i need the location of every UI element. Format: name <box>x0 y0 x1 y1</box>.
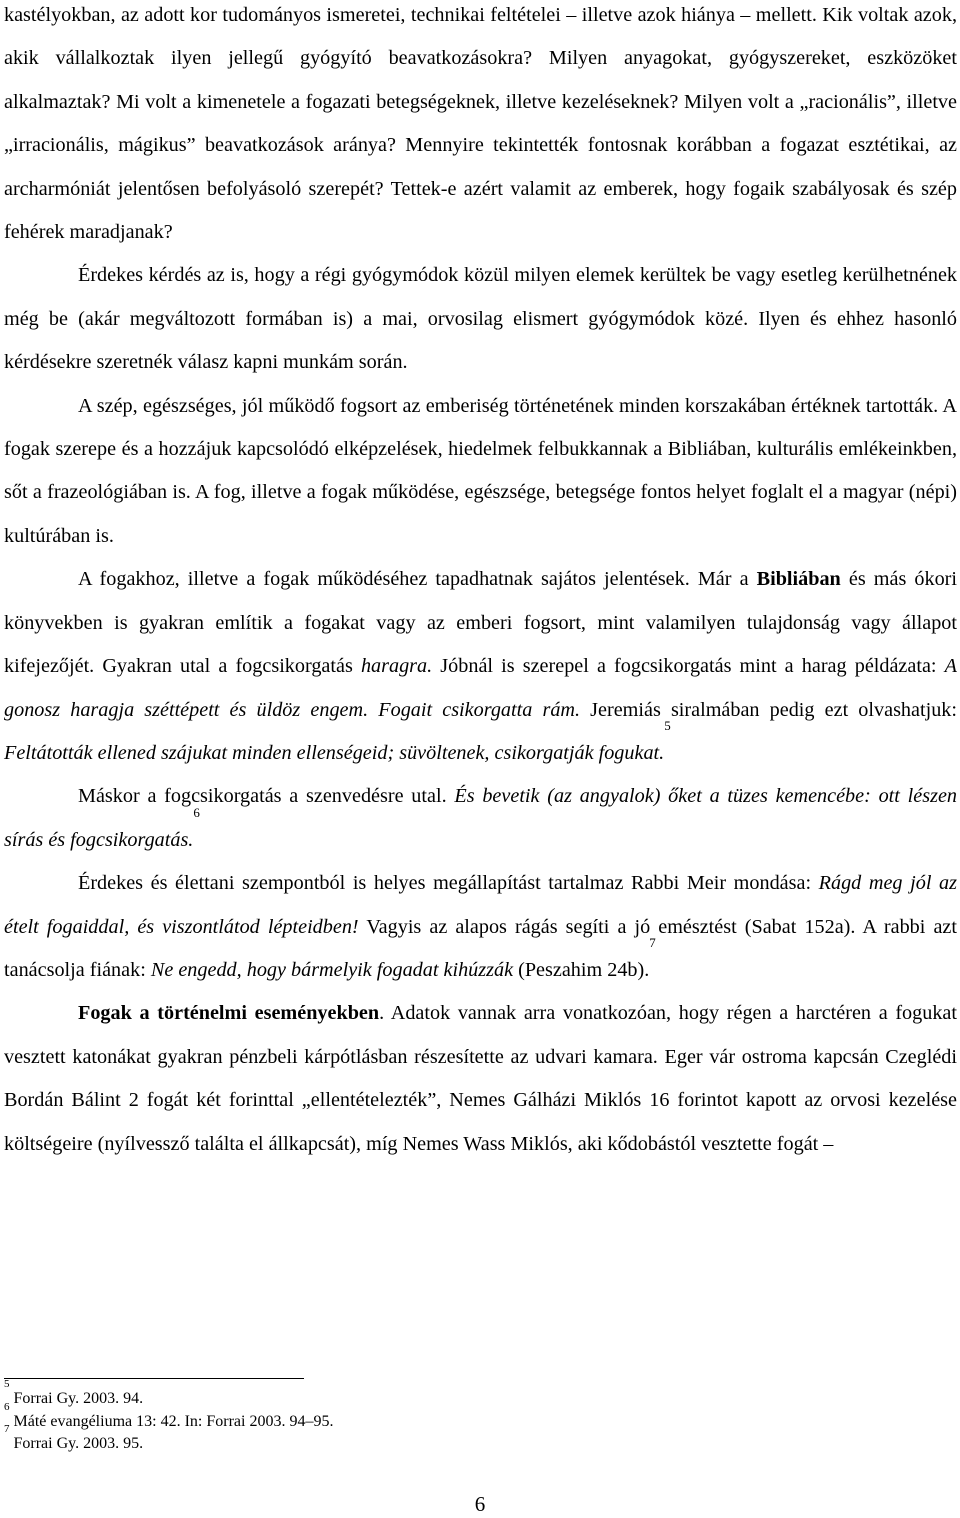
footnote-text: Forrai Gy. 2003. 94. <box>9 1390 144 1407</box>
text-run: . Adatok vannak arra vonatkozóan, hogy régen a harctéren a fogukat vesztett katonákat gyakran pénzbeli kárpótlásban részesítette az udvari kamara. Eger vár ostroma kapcsán Czeglédi Bordán Bálint 2 fogát két forinttal „ellentételezték”, Nemes Gálházi Miklós 16 forintot kapott az orvosi kezelése költségeire (nyílvessző találta el állkapcsát), míg Nemes Wass Miklós, aki kődobástól vesztette fogát – <box>4 1002 957 1155</box>
paragraph <box>4 558 957 775</box>
footnote-separator <box>4 1378 304 1379</box>
text-run: Érdekes kérdés az is, hogy a régi gyógymódok közül milyen elemek kerültek be vagy esetleg kerülhetnének még be (akár megváltozott formában is) a mai, orvosilag elismert gyógymódok közé. Ilyen és ehhez hasonló kérdésekre szeretnék válasz kapni munkám során. <box>4 264 957 374</box>
text-run: Jóbnál is szerepel a fogcsikorgatás mint a harag példázata: <box>432 655 945 678</box>
footnote-text: Máté evangéliuma 13: 42. In: Forrai 2003. 94–95. <box>9 1412 334 1430</box>
italic-text: Ne engedd, hogy bármelyik fogadat kihúzzák <box>150 958 514 981</box>
footnote <box>4 1400 334 1434</box>
document-page <box>4 0 957 1166</box>
text-run: kastélyokban, az adott kor tudományos ismeretei, technikai feltételei – illetve azok hiánya – mellett. Kik voltak azok, akik vállalkoztak ilyen jellegű gyógyító beavatkozásokra? Milyen anyagokat, gyógyszereket, eszközöket alkalmaztak? Mi volt a kimenetele a fogazati betegségeknek, illetve kezeléseknek? Milyen volt a „racionális”, illetve „irracionális, mágikus” beavatkozások aránya? Mennyire tekintették fontosnak korábban a fogazat esztétikai, az archarmóniát jelentősen befolyásoló szerepét? Tettek-e azért valamit az emberek, hogy fogaik szabályosak és szép fehérek maradjanak? <box>4 4 957 244</box>
text-run: A szép, egészséges, jól működő fogsort az emberiség történetének minden korszakában értéknek tartották. A fogak szerepe és a hozzájuk kapcsolódó elképzelések, hiedelmek felbukkannak a Bibliában, kulturális emlékeinkben, sőt a frazeológiában is. A fog, illetve a fogak működése, egészsége, betegsége fontos helyet foglalt el a magyar (népi) kultúrában is. <box>4 394 957 547</box>
footnote-ref: 5 <box>664 717 671 733</box>
footnote <box>4 1423 333 1456</box>
text-run: Jeremiás siralmában pedig ezt olvashatjuk: <box>580 698 957 721</box>
text-run: (Peszahim 24b). <box>513 958 650 981</box>
footnote <box>4 1378 333 1411</box>
text-run: Vagyis az alapos rágás segíti a jó emésztést (Sabat 152a). A rabbi azt tanácsolja fiának: <box>4 915 957 981</box>
paragraph <box>4 0 957 254</box>
paragraph <box>4 385 957 559</box>
footnote-number: 6 <box>4 1400 10 1413</box>
italic-text: Feltátották ellened szájukat minden ellenségeid; süvöltenek, csikorgatják fogukat. <box>4 741 665 764</box>
body-text <box>4 0 957 1166</box>
footnote-ref: 7 <box>649 934 656 950</box>
italic-text: haragra. <box>360 655 433 678</box>
text-run: A fogakhoz, illetve a fogak működéséhez tapadhatnak sajátos jelentések. Már a <box>78 568 757 591</box>
text-run: Máskor a fogcsikorgatás a szenvedésre utal. <box>78 785 455 808</box>
footnote-number: 7 <box>4 1423 10 1435</box>
page-number: 6 <box>474 1492 486 1516</box>
paragraph <box>4 862 957 992</box>
paragraph <box>4 254 957 384</box>
bold-text: Fogak a történelmi eseményekben <box>78 1002 380 1025</box>
italic-text: Rágd meg jól az ételt fogaiddal, és viszontlátod lépteidben! <box>4 872 957 938</box>
italic-text: A gonosz haragja széttépett és üldöz engem. Fogait csikorgatta rám. <box>4 655 958 721</box>
italic-text: És bevetik (az angyalok) őket a tüzes kemencébe: ott lészen sírás és fogcsikorgatás. <box>4 785 957 851</box>
paragraph <box>4 775 957 862</box>
footnotes <box>4 1378 334 1456</box>
footnote-ref: 6 <box>193 804 200 820</box>
bold-text: Bibliában <box>756 568 841 591</box>
footnote-text: Forrai Gy. 2003. 95. <box>9 1435 144 1452</box>
footnote-number: 5 <box>4 1378 10 1390</box>
paragraph <box>4 992 957 1166</box>
text-run: és más ókori könyvekben is gyakran említik a fogakat vagy az emberi fogsort, mint valamilyen tulajdonság vagy állapot kifejezőjét. Gyakran utal a fogcsikorgatás <box>4 568 957 678</box>
text-run: Érdekes és élettani szempontból is helyes megállapítást tartalmaz Rabbi Meir mondása: <box>78 872 819 895</box>
